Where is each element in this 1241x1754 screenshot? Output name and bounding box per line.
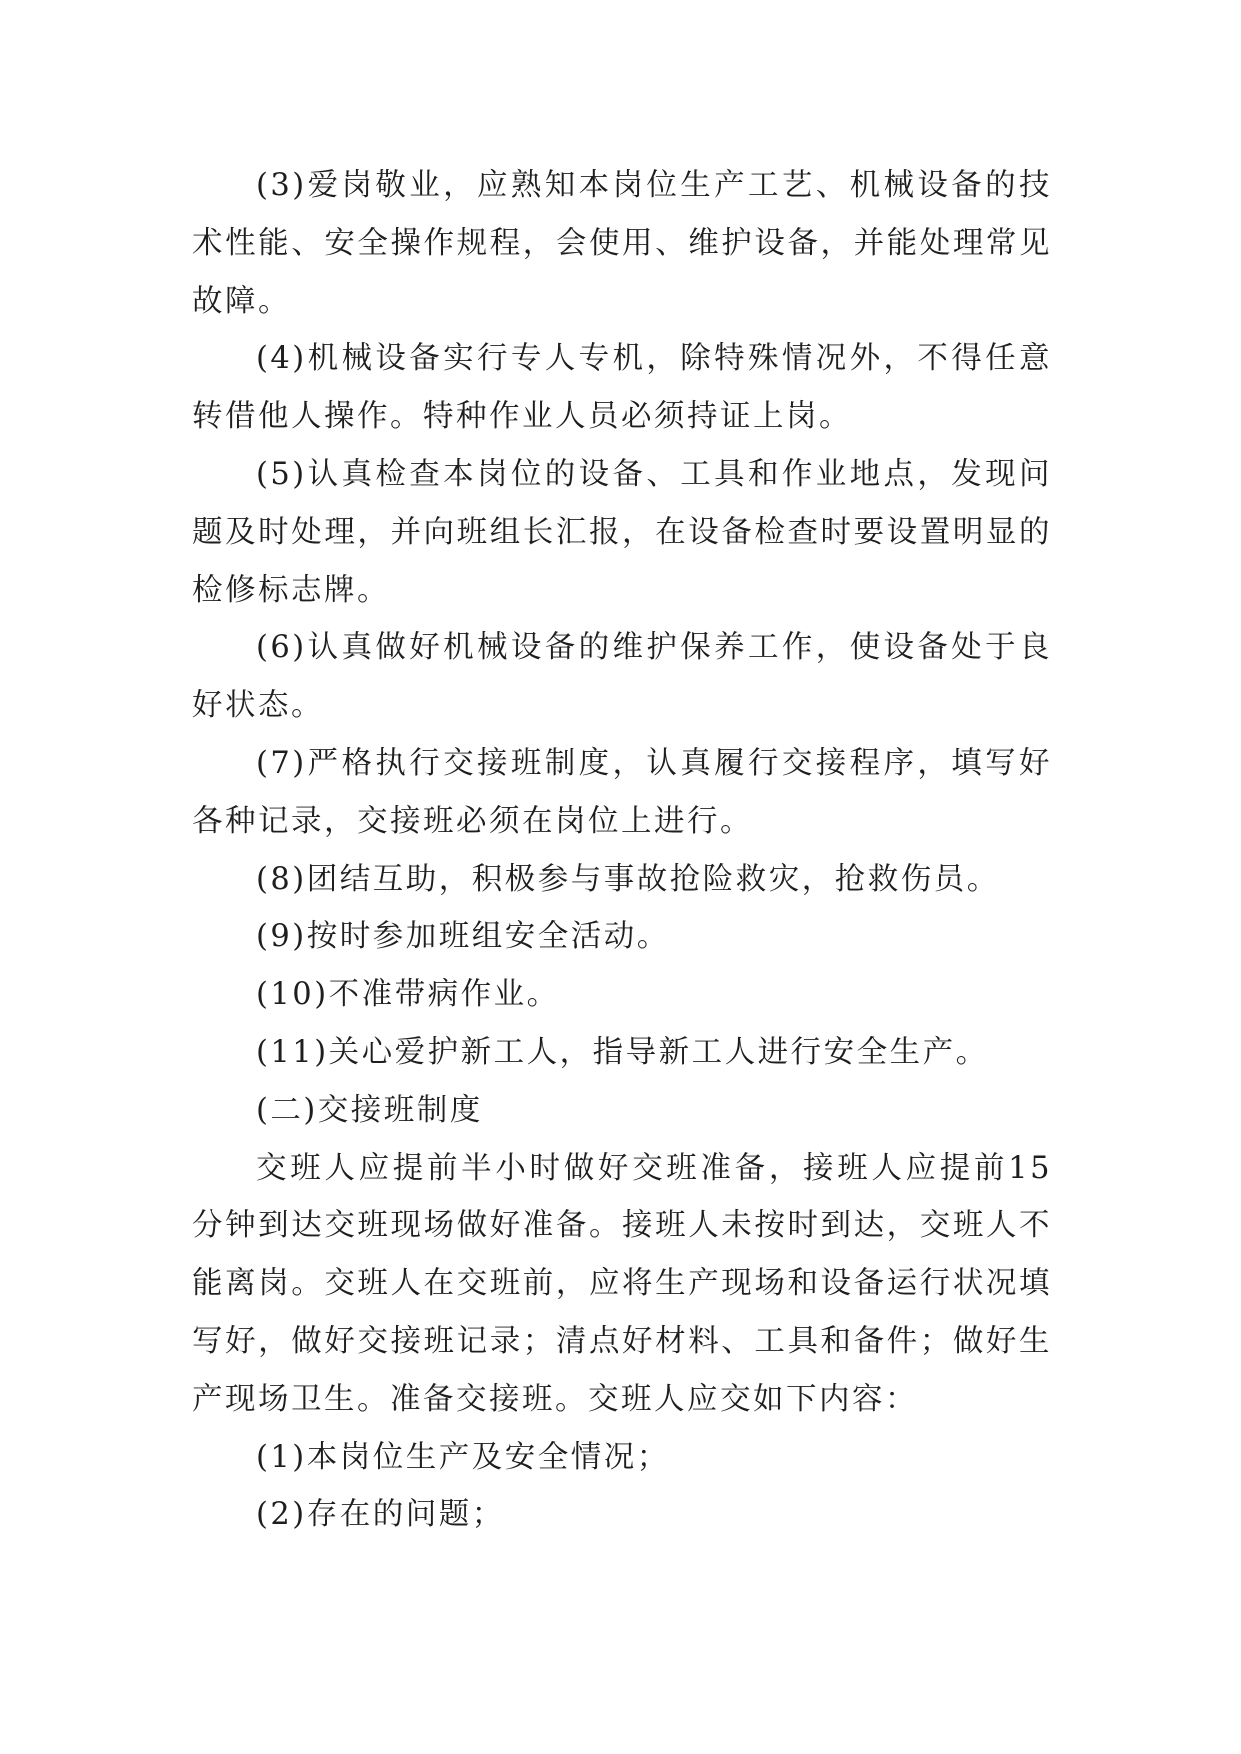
handover-item-2: (2)存在的问题； [256,1497,505,1533]
paragraph-item-10: (10)不准带病作业。 [256,977,560,1013]
paragraph-item-4: (4)机械设备实行专人专机，除特殊情况外，不得任意转借他人操作。特种作业人员必须持证上岗。 [192,341,1052,435]
paragraph-item-8: (8)团结互助，积极参与事故抢险救灾，抢救伤员。 [256,861,1000,897]
paragraph-item-3: (3)爱岗敬业，应熟知本岗位生产工艺、机械设备的技术性能、安全操作规程，会使用、维护设备，并能处理常见故障。 [192,168,1052,319]
paragraph-item-7: (7)严格执行交接班制度，认真履行交接程序，填写好各种记录，交接班必须在岗位上进行。 [192,745,1052,839]
handover-paragraph: 交班人应提前半小时做好交班准备，接班人应提前15分钟到达交班现场做好准备。接班人未按时到达，交班人不能离岗。交班人在交班前，应将生产现场和设备运行状况填写好，做好交接班记录；清点好材料、工具和备件；做好生产现场卫生。准备交接班。交班人应交如下内容： [192,1150,1052,1417]
document-body [192,157,1052,1544]
section-heading: (二)交接班制度 [256,1092,483,1128]
paragraph-item-5: (5)认真检查本岗位的设备、工具和作业地点，发现问题及时处理，并向班组长汇报，在设备检查时要设置明显的检修标志牌。 [192,456,1052,608]
paragraph-item-9: (9)按时参加班组安全活动。 [256,919,670,955]
paragraph-item-11: (11)关心爱护新工人，指导新工人进行安全生产。 [256,1034,989,1070]
paragraph-item-6: (6)认真做好机械设备的维护保养工作，使设备处于良好状态。 [192,630,1052,724]
handover-item-1: (1)本岗位生产及安全情况； [256,1439,670,1475]
